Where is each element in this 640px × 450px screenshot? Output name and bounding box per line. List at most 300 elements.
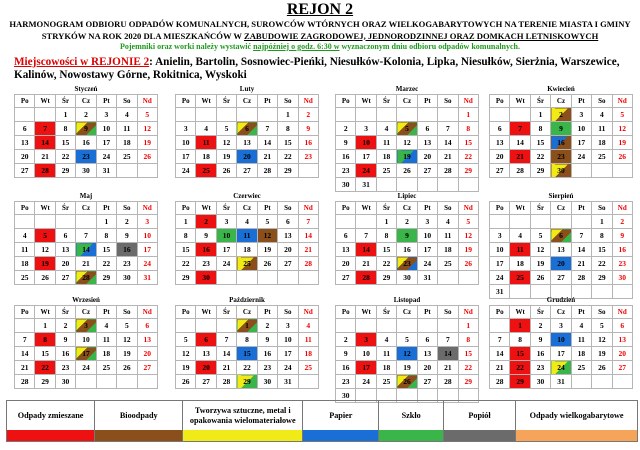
day-cell: 15 xyxy=(530,136,550,150)
collection-day-cell: 8 xyxy=(35,333,55,347)
weekday-header: Nd xyxy=(298,95,318,108)
weekday-header: Nd xyxy=(298,202,318,215)
day-cell: 31 xyxy=(356,178,376,192)
day-cell: 17 xyxy=(278,347,298,361)
legend-label: Szkło xyxy=(401,410,421,420)
day-cell: 18 xyxy=(117,136,137,150)
day-cell: 9 xyxy=(530,333,550,347)
day-cell: 29 xyxy=(96,271,116,285)
empty-cell xyxy=(551,215,571,229)
weekday-header: So xyxy=(438,95,458,108)
day-cell: 25 xyxy=(298,361,318,375)
day-cell: 2 xyxy=(117,215,137,229)
day-cell: 3 xyxy=(137,215,157,229)
day-cell: 18 xyxy=(96,347,116,361)
day-cell: 12 xyxy=(216,136,236,150)
empty-cell xyxy=(612,375,632,389)
day-cell: 22 xyxy=(592,257,612,271)
weekday-header: Śr xyxy=(216,95,236,108)
empty-cell xyxy=(298,271,318,285)
day-cell: 17 xyxy=(176,150,196,164)
day-cell: 10 xyxy=(137,229,157,243)
weekday-header: Nd xyxy=(458,306,478,319)
day-cell: 1 xyxy=(530,108,550,122)
day-cell: 26 xyxy=(176,375,196,389)
day-cell: 2 xyxy=(55,319,75,333)
day-cell: 13 xyxy=(196,347,216,361)
day-cell: 27 xyxy=(336,271,356,285)
weekday-header: So xyxy=(117,306,137,319)
weekday-header: So xyxy=(592,202,612,215)
day-cell: 27 xyxy=(490,164,510,178)
weekday-header: Pt xyxy=(417,306,437,319)
day-cell: 16 xyxy=(397,243,417,257)
day-cell: 14 xyxy=(298,229,318,243)
month-calendar xyxy=(14,296,158,389)
day-cell: 26 xyxy=(216,164,236,178)
day-cell: 13 xyxy=(336,243,356,257)
day-cell: 20 xyxy=(137,347,157,361)
collection-day-cell: 10 xyxy=(356,136,376,150)
empty-cell xyxy=(490,319,510,333)
day-cell: 18 xyxy=(571,347,591,361)
day-cell: 4 xyxy=(117,108,137,122)
day-cell: 21 xyxy=(216,361,236,375)
weekday-header: Śr xyxy=(216,306,236,319)
collection-day-cell: 23 xyxy=(76,150,96,164)
day-cell: 4 xyxy=(510,229,530,243)
day-cell: 8 xyxy=(55,122,75,136)
weekday-header: Cz xyxy=(551,306,571,319)
collection-day-cell: 16 xyxy=(196,243,216,257)
collection-day-cell: 15 xyxy=(237,347,257,361)
weekday-header: Cz xyxy=(551,202,571,215)
day-cell: 18 xyxy=(237,243,257,257)
day-cell: 26 xyxy=(612,150,632,164)
weekday-header: Wt xyxy=(510,95,530,108)
empty-cell xyxy=(196,108,216,122)
empty-cell xyxy=(397,108,417,122)
legend-label: Odpady wielkogabarytowe xyxy=(529,410,624,420)
legend-item xyxy=(303,401,379,441)
weekday-header: Po xyxy=(490,95,510,108)
weekday-header: So xyxy=(592,306,612,319)
day-cell: 26 xyxy=(257,257,277,271)
day-cell: 27 xyxy=(417,375,437,389)
day-cell: 18 xyxy=(376,361,396,375)
empty-cell xyxy=(137,375,157,389)
empty-cell xyxy=(278,271,298,285)
day-cell: 8 xyxy=(458,122,478,136)
day-cell: 8 xyxy=(96,229,116,243)
empty-cell xyxy=(592,375,612,389)
collection-day-cell: 6 xyxy=(237,122,257,136)
empty-cell xyxy=(417,178,437,192)
day-cell: 13 xyxy=(137,333,157,347)
day-cell: 27 xyxy=(55,271,75,285)
day-cell: 5 xyxy=(458,215,478,229)
day-cell: 16 xyxy=(336,150,356,164)
day-cell: 15 xyxy=(35,347,55,361)
day-cell: 24 xyxy=(76,361,96,375)
day-cell: 20 xyxy=(336,257,356,271)
day-cell: 7 xyxy=(438,122,458,136)
day-cell: 22 xyxy=(376,257,396,271)
weekday-header: Nd xyxy=(298,306,318,319)
day-cell: 31 xyxy=(96,164,116,178)
weekday-header: Śr xyxy=(376,306,396,319)
day-cell: 8 xyxy=(530,122,550,136)
collection-day-cell: 30 xyxy=(551,164,571,178)
day-cell: 20 xyxy=(490,150,510,164)
day-cell: 22 xyxy=(237,361,257,375)
weekday-header: Po xyxy=(176,202,196,215)
day-cell: 4 xyxy=(237,215,257,229)
day-cell: 27 xyxy=(237,164,257,178)
collection-day-cell: 1 xyxy=(237,319,257,333)
empty-cell xyxy=(55,215,75,229)
day-cell: 30 xyxy=(336,389,356,403)
collection-day-cell: 6 xyxy=(551,229,571,243)
empty-cell xyxy=(438,271,458,285)
day-cell: 25 xyxy=(592,150,612,164)
collection-day-cell: 22 xyxy=(510,361,530,375)
empty-cell xyxy=(417,319,437,333)
day-cell: 10 xyxy=(417,229,437,243)
day-cell: 26 xyxy=(458,257,478,271)
weekday-header: Nd xyxy=(137,306,157,319)
day-cell: 13 xyxy=(278,229,298,243)
collection-day-cell: 3 xyxy=(356,333,376,347)
day-cell: 1 xyxy=(96,215,116,229)
month-calendar xyxy=(489,192,633,299)
collection-day-cell: 11 xyxy=(237,229,257,243)
month-calendar xyxy=(335,85,479,192)
collection-day-cell: 16 xyxy=(117,243,137,257)
day-cell: 19 xyxy=(117,347,137,361)
day-cell: 31 xyxy=(490,285,510,299)
collection-day-cell: 19 xyxy=(397,150,417,164)
day-cell: 18 xyxy=(298,347,318,361)
day-cell: 14 xyxy=(216,347,236,361)
day-cell: 13 xyxy=(551,243,571,257)
weekday-header: Pt xyxy=(96,95,116,108)
empty-cell xyxy=(356,319,376,333)
collection-day-cell: 14 xyxy=(438,347,458,361)
weekday-header: Pt xyxy=(571,306,591,319)
month-name: Kwiecień xyxy=(547,85,575,93)
day-cell: 3 xyxy=(96,108,116,122)
day-cell: 31 xyxy=(417,271,437,285)
day-cell: 29 xyxy=(592,271,612,285)
day-cell: 9 xyxy=(298,122,318,136)
empty-cell xyxy=(76,215,96,229)
day-cell: 5 xyxy=(137,108,157,122)
collection-note: Pojemniki oraz worki należy wystawić najpóźniej o godz. 6:30 w wyznaczonym dniu odbioru odpadów komunalnych. xyxy=(119,42,521,51)
day-cell: 29 xyxy=(35,375,55,389)
day-cell: 12 xyxy=(397,136,417,150)
day-cell: 21 xyxy=(298,243,318,257)
day-cell: 12 xyxy=(612,122,632,136)
empty-cell xyxy=(15,319,35,333)
weekday-header: Po xyxy=(15,202,35,215)
day-cell: 7 xyxy=(490,333,510,347)
day-cell: 24 xyxy=(96,150,116,164)
day-cell: 6 xyxy=(278,215,298,229)
day-cell: 11 xyxy=(571,333,591,347)
day-cell: 27 xyxy=(196,375,216,389)
day-cell: 5 xyxy=(397,333,417,347)
month-calendar xyxy=(335,192,479,285)
day-cell: 10 xyxy=(278,333,298,347)
header xyxy=(0,0,640,52)
day-cell: 28 xyxy=(298,257,318,271)
weekday-header: So xyxy=(278,202,298,215)
day-cell: 27 xyxy=(612,361,632,375)
weekday-header: Po xyxy=(176,306,196,319)
legend-swatch xyxy=(379,430,442,441)
collection-day-cell: 9 xyxy=(76,122,96,136)
month-calendar xyxy=(175,192,319,285)
collection-day-cell: 2 xyxy=(551,108,571,122)
day-cell: 21 xyxy=(490,361,510,375)
day-cell: 31 xyxy=(137,271,157,285)
empty-cell xyxy=(298,164,318,178)
day-cell: 11 xyxy=(96,333,116,347)
day-cell: 2 xyxy=(257,319,277,333)
weekday-header: Śr xyxy=(55,95,75,108)
collection-day-cell: 12 xyxy=(397,347,417,361)
day-cell: 23 xyxy=(336,375,356,389)
day-cell: 4 xyxy=(15,229,35,243)
day-cell: 9 xyxy=(55,333,75,347)
day-cell: 21 xyxy=(356,257,376,271)
collection-day-cell: 1 xyxy=(510,319,530,333)
weekday-header: Śr xyxy=(530,306,550,319)
weekday-header: Wt xyxy=(35,95,55,108)
legend-label: Bioodpady xyxy=(119,410,158,420)
collection-day-cell: 2 xyxy=(196,215,216,229)
day-cell: 6 xyxy=(15,122,35,136)
legend-label: Odpady zmieszane xyxy=(17,410,84,420)
day-cell: 14 xyxy=(510,136,530,150)
day-cell: 8 xyxy=(458,333,478,347)
weekday-header: Wt xyxy=(196,202,216,215)
weekday-header: So xyxy=(117,202,137,215)
weekday-header: Po xyxy=(176,95,196,108)
day-cell: 5 xyxy=(117,319,137,333)
day-cell: 15 xyxy=(55,136,75,150)
weekday-header: Wt xyxy=(196,306,216,319)
empty-cell xyxy=(15,215,35,229)
empty-cell xyxy=(397,319,417,333)
weekday-header: Pt xyxy=(417,95,437,108)
day-cell: 23 xyxy=(336,164,356,178)
day-cell: 17 xyxy=(417,243,437,257)
day-cell: 13 xyxy=(417,347,437,361)
weekday-header: Nd xyxy=(612,306,632,319)
day-cell: 10 xyxy=(176,136,196,150)
collection-day-cell: 11 xyxy=(510,243,530,257)
month-calendar xyxy=(175,296,319,389)
day-cell: 14 xyxy=(257,136,277,150)
day-cell: 10 xyxy=(490,243,510,257)
weekday-header: Wt xyxy=(510,202,530,215)
empty-cell xyxy=(376,319,396,333)
day-cell: 24 xyxy=(278,361,298,375)
day-cell: 4 xyxy=(438,215,458,229)
day-cell: 8 xyxy=(592,229,612,243)
day-cell: 17 xyxy=(490,257,510,271)
empty-cell xyxy=(117,164,137,178)
day-cell: 9 xyxy=(612,229,632,243)
month-calendar xyxy=(489,296,633,389)
weekday-header: Wt xyxy=(35,202,55,215)
day-cell: 8 xyxy=(278,122,298,136)
day-cell: 20 xyxy=(278,243,298,257)
day-cell: 19 xyxy=(530,257,550,271)
day-cell: 12 xyxy=(458,229,478,243)
day-cell: 4 xyxy=(376,333,396,347)
collection-day-cell: 11 xyxy=(196,136,216,150)
day-cell: 13 xyxy=(15,136,35,150)
day-cell: 29 xyxy=(278,164,298,178)
weekday-header: Nd xyxy=(612,95,632,108)
legend-label: Popiół xyxy=(468,410,491,420)
day-cell: 4 xyxy=(592,108,612,122)
day-cell: 17 xyxy=(571,136,591,150)
collection-day-cell: 9 xyxy=(397,229,417,243)
day-cell: 17 xyxy=(96,136,116,150)
day-cell: 22 xyxy=(278,150,298,164)
weekday-header: Wt xyxy=(510,306,530,319)
empty-cell xyxy=(510,215,530,229)
day-cell: 21 xyxy=(15,361,35,375)
collection-day-cell: 5 xyxy=(397,122,417,136)
day-cell: 21 xyxy=(257,150,277,164)
day-cell: 28 xyxy=(571,271,591,285)
day-cell: 3 xyxy=(278,319,298,333)
day-cell: 29 xyxy=(530,164,550,178)
day-cell: 16 xyxy=(612,243,632,257)
weekday-header: Nd xyxy=(612,202,632,215)
day-cell: 1 xyxy=(35,319,55,333)
day-cell: 17 xyxy=(551,347,571,361)
day-cell: 18 xyxy=(15,257,35,271)
day-cell: 9 xyxy=(257,333,277,347)
day-cell: 1 xyxy=(458,319,478,333)
day-cell: 27 xyxy=(551,271,571,285)
weekday-header: Cz xyxy=(397,95,417,108)
day-cell: 24 xyxy=(417,257,437,271)
day-cell: 5 xyxy=(176,333,196,347)
empty-cell xyxy=(176,108,196,122)
legend-item xyxy=(95,401,183,441)
day-cell: 10 xyxy=(96,122,116,136)
collection-day-cell: 21 xyxy=(510,150,530,164)
month-name: Listopad xyxy=(393,296,421,304)
month-calendar xyxy=(489,85,633,178)
day-cell: 13 xyxy=(612,333,632,347)
weekday-header: Pt xyxy=(417,202,437,215)
collection-day-cell: 28 xyxy=(356,271,376,285)
legend-swatch xyxy=(183,430,302,441)
empty-cell xyxy=(592,164,612,178)
day-cell: 26 xyxy=(397,164,417,178)
day-cell: 28 xyxy=(257,164,277,178)
day-cell: 8 xyxy=(376,229,396,243)
empty-cell xyxy=(356,215,376,229)
day-cell: 22 xyxy=(176,257,196,271)
day-cell: 26 xyxy=(592,361,612,375)
collection-day-cell: 26 xyxy=(397,375,417,389)
weekday-header: Wt xyxy=(356,306,376,319)
day-cell: 30 xyxy=(612,271,632,285)
weekday-header: So xyxy=(438,202,458,215)
day-cell: 4 xyxy=(96,319,116,333)
weekday-header: So xyxy=(278,95,298,108)
weekday-header: Cz xyxy=(76,202,96,215)
collection-day-cell: 19 xyxy=(35,257,55,271)
day-cell: 7 xyxy=(298,215,318,229)
day-cell: 3 xyxy=(216,215,236,229)
day-cell: 19 xyxy=(592,347,612,361)
day-cell: 11 xyxy=(438,229,458,243)
empty-cell xyxy=(216,271,236,285)
empty-cell xyxy=(336,319,356,333)
weekday-header: Cz xyxy=(551,95,571,108)
day-cell: 20 xyxy=(417,361,437,375)
day-cell: 20 xyxy=(15,150,35,164)
legend-swatch xyxy=(95,430,182,441)
day-cell: 21 xyxy=(438,361,458,375)
month-name: Luty xyxy=(239,85,255,93)
empty-cell xyxy=(376,108,396,122)
weekday-header: Pt xyxy=(571,202,591,215)
weekday-header: Pt xyxy=(257,95,277,108)
weekday-header: Cz xyxy=(237,202,257,215)
day-cell: 6 xyxy=(137,319,157,333)
day-cell: 18 xyxy=(376,150,396,164)
weekday-header: Cz xyxy=(237,95,257,108)
localities-label: Miejscowości w REJONIE 2 xyxy=(14,56,150,68)
collection-day-cell: 23 xyxy=(397,257,417,271)
legend-item xyxy=(444,401,516,441)
weekday-header: So xyxy=(278,306,298,319)
day-cell: 17 xyxy=(137,243,157,257)
day-cell: 13 xyxy=(417,136,437,150)
day-cell: 3 xyxy=(176,122,196,136)
day-cell: 15 xyxy=(592,243,612,257)
weekday-header: Pt xyxy=(571,95,591,108)
day-cell: 26 xyxy=(117,361,137,375)
weekday-header: Po xyxy=(336,202,356,215)
day-cell: 29 xyxy=(55,164,75,178)
day-cell: 15 xyxy=(376,243,396,257)
day-cell: 23 xyxy=(196,257,216,271)
collection-day-cell: 7 xyxy=(510,122,530,136)
collection-day-cell: 10 xyxy=(216,229,236,243)
weekday-header: Wt xyxy=(35,306,55,319)
day-cell: 6 xyxy=(417,122,437,136)
collection-day-cell: 29 xyxy=(237,375,257,389)
day-cell: 20 xyxy=(417,150,437,164)
day-cell: 11 xyxy=(376,136,396,150)
day-cell: 13 xyxy=(237,136,257,150)
month-calendar xyxy=(14,192,158,285)
day-cell: 2 xyxy=(336,333,356,347)
day-cell: 12 xyxy=(117,333,137,347)
